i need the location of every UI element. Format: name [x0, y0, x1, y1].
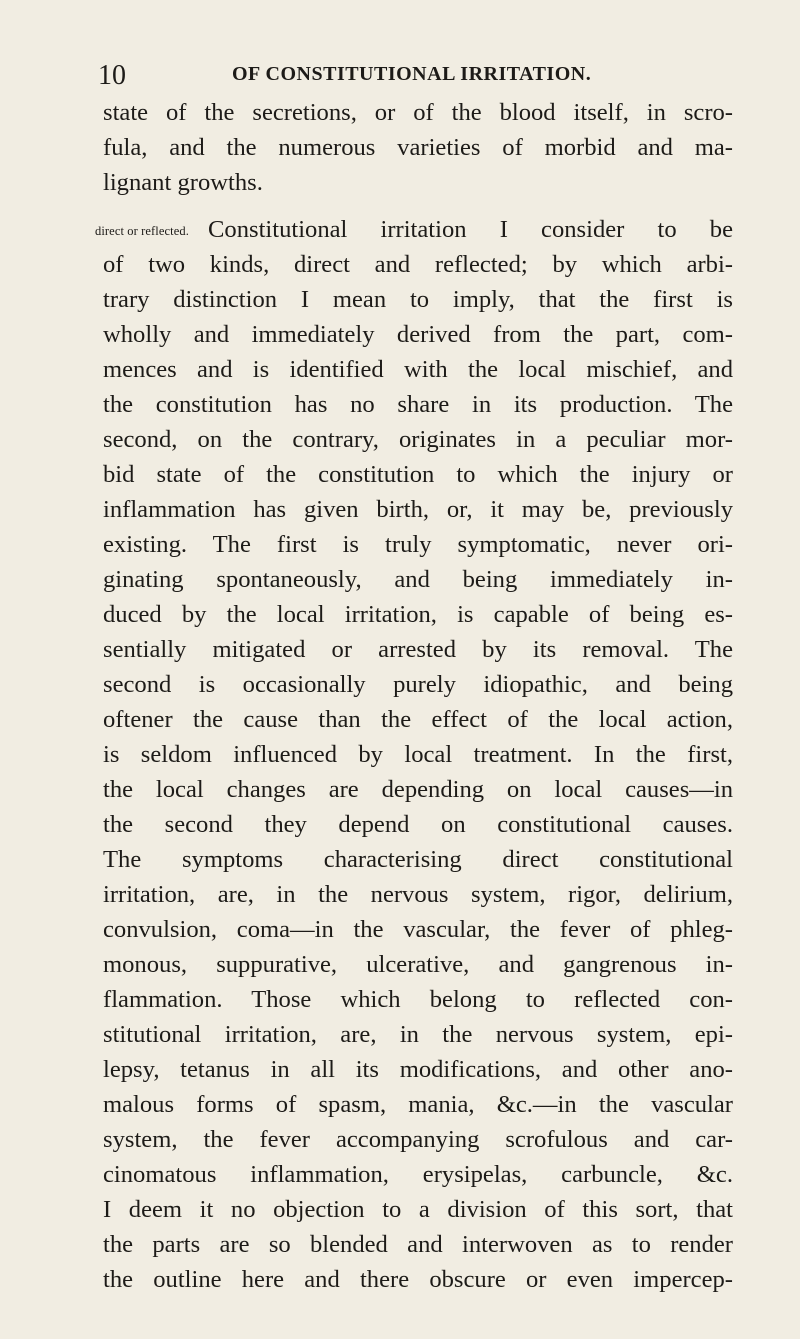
text-line: is seldom influenced by local treatment. In the first,	[103, 741, 733, 768]
text-line: duced by the local irritation, is capable of being es-	[103, 601, 733, 628]
margin-note: direct or reflected.	[95, 224, 189, 238]
text-line: the constitution has no share in its production. The	[103, 391, 733, 418]
text-line: The symptoms characterising direct constitutional	[103, 846, 733, 873]
text-line: sentially mitigated or arrested by its removal. The	[103, 636, 733, 663]
text-line: ginating spontaneously, and being immediately in-	[103, 566, 733, 593]
text-line: stitutional irritation, are, in the nervous system, epi-	[103, 1021, 733, 1048]
text-line: second is occasionally purely idiopathic, and being	[103, 671, 733, 698]
text-line: second, on the contrary, originates in a peculiar mor-	[103, 426, 733, 453]
text-line: malous forms of spasm, mania, &c.—in the vascular	[103, 1091, 733, 1118]
paragraph-opening-line: Constitutional irritation I consider to be	[208, 216, 733, 243]
text-line: mences and is identified with the local mischief, and	[103, 356, 733, 383]
text-line: state of the secretions, or of the blood itself, in scro-	[103, 99, 733, 126]
running-head: OF CONSTITUTIONAL IRRITATION.	[232, 63, 592, 85]
text-line: oftener the cause than the effect of the local action,	[103, 706, 733, 733]
text-line: cinomatous inflammation, erysipelas, carbuncle, &c.	[103, 1161, 733, 1188]
text-line: trary distinction I mean to imply, that the first is	[103, 286, 733, 313]
text-line: inflammation has given birth, or, it may be, previously	[103, 496, 733, 523]
text-line: the second they depend on constitutional causes.	[103, 811, 733, 838]
page-number: 10	[98, 60, 126, 91]
text-line: the local changes are depending on local causes—in	[103, 776, 733, 803]
text-line: bid state of the constitution to which the injury or	[103, 461, 733, 488]
text-line: the outline here and there obscure or even impercep-	[103, 1266, 733, 1293]
text-line: wholly and immediately derived from the part, com-	[103, 321, 733, 348]
text-line: irritation, are, in the nervous system, rigor, delirium,	[103, 881, 733, 908]
text-line: the parts are so blended and interwoven as to render	[103, 1231, 733, 1258]
text-line: I deem it no objection to a division of this sort, that	[103, 1196, 733, 1223]
text-line: lignant growths.	[103, 169, 263, 196]
text-line: flammation. Those which belong to reflected con-	[103, 986, 733, 1013]
text-line: of two kinds, direct and reflected; by which arbi-	[103, 251, 733, 278]
page-header	[90, 54, 780, 94]
text-line: monous, suppurative, ulcerative, and gangrenous in-	[103, 951, 733, 978]
text-line: system, the fever accompanying scrofulous and car-	[103, 1126, 733, 1153]
text-line: existing. The first is truly symptomatic, never ori-	[103, 531, 733, 558]
text-line: lepsy, tetanus in all its modifications, and other ano-	[103, 1056, 733, 1083]
text-line: fula, and the numerous varieties of morbid and ma-	[103, 134, 733, 161]
text-line: convulsion, coma—in the vascular, the fever of phleg-	[103, 916, 733, 943]
